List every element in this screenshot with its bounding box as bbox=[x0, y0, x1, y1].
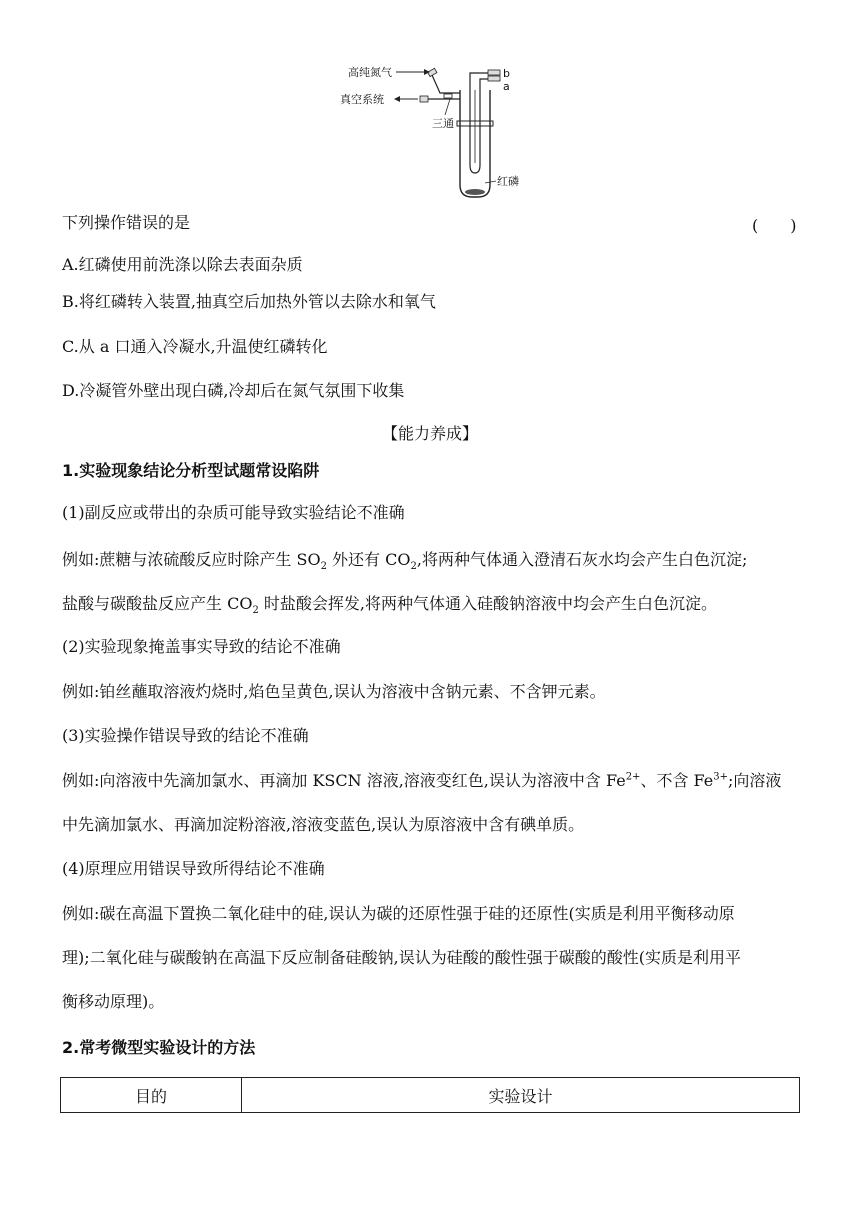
apparatus-figure bbox=[320, 55, 560, 205]
answer-paren: ( ) bbox=[752, 216, 797, 235]
point-4: (4)原理应用错误导致所得结论不准确 bbox=[62, 859, 325, 878]
table-header-purpose: 目的 bbox=[61, 1078, 242, 1112]
port-a-label: a bbox=[503, 80, 510, 93]
point-3: (3)实验操作错误导致的结论不准确 bbox=[62, 726, 309, 745]
point-2-example: 例如:铂丝蘸取溶液灼烧时,焰色呈黄色,误认为溶液中含钠元素、不含钾元素。 bbox=[62, 682, 606, 701]
option-a: A.红磷使用前洗涤以除去表面杂质 bbox=[62, 255, 303, 274]
point-3-example-1: 例如:向溶液中先滴加氯水、再滴加 KSCN 溶液,溶液变红色,误认为溶液中含 $Fe^{2+}$、不含 $Fe^{3+}$;向溶液 bbox=[62, 771, 782, 790]
table-header-design: 实验设计 bbox=[488, 1087, 553, 1106]
point-4-example-2: 理);二氧化硅与碳酸钠在高温下反应制备硅酸钠,误认为硅酸的酸性强于碳酸的酸性(实质是利用平 bbox=[62, 948, 741, 967]
three-way-label: 三通 bbox=[432, 117, 454, 130]
option-c: C.从 a 口通入冷凝水,升温使红磷转化 bbox=[62, 337, 328, 356]
nitrogen-label: 高纯氮气 bbox=[348, 66, 392, 79]
heading-1: 1.实验现象结论分析型试题常设陷阱 bbox=[62, 461, 320, 480]
point-1-example-2: 盐酸与碳酸盐反应产生 $CO_2$ 时盐酸会挥发,将两种气体通入硅酸钠溶液中均会产生白色沉淀。 bbox=[62, 594, 718, 617]
option-b: B.将红磷转入装置,抽真空后加热外管以去除水和氧气 bbox=[62, 292, 436, 311]
port-b-label: b bbox=[503, 67, 510, 80]
red-phosphorus-label: 红磷 bbox=[497, 175, 519, 188]
point-3-example-2: 中先滴加氯水、再滴加淀粉溶液,溶液变蓝色,误认为原溶液中含有碘单质。 bbox=[62, 815, 585, 834]
question-stem: 下列操作错误的是 bbox=[62, 213, 191, 232]
apparatus-diagram bbox=[320, 55, 560, 205]
option-d: D.冷凝管外壁出现白磷,冷却后在氮气氛围下收集 bbox=[62, 381, 405, 400]
point-4-example-1: 例如:碳在高温下置换二氧化硅中的硅,误认为碳的还原性强于硅的还原性(实质是利用平衡移动原 bbox=[62, 904, 735, 923]
section-title: 【能力养成】 bbox=[381, 424, 478, 443]
heading-2: 2.常考微型实验设计的方法 bbox=[62, 1038, 256, 1057]
point-4-example-3: 衡移动原理)。 bbox=[62, 992, 165, 1011]
point-1-example-1: 例如:蔗糖与浓硫酸反应时除产生 $SO_2$ 外还有 $CO_2$,将两种气体通入澄清石灰水均会产生白色沉淀; bbox=[62, 550, 748, 573]
point-1: (1)副反应或带出的杂质可能导致实验结论不准确 bbox=[62, 503, 405, 522]
vacuum-label: 真空系统 bbox=[340, 93, 384, 106]
method-table bbox=[60, 1077, 800, 1113]
point-2: (2)实验现象掩盖事实导致的结论不准确 bbox=[62, 637, 341, 656]
red-phosphorus bbox=[465, 189, 485, 195]
